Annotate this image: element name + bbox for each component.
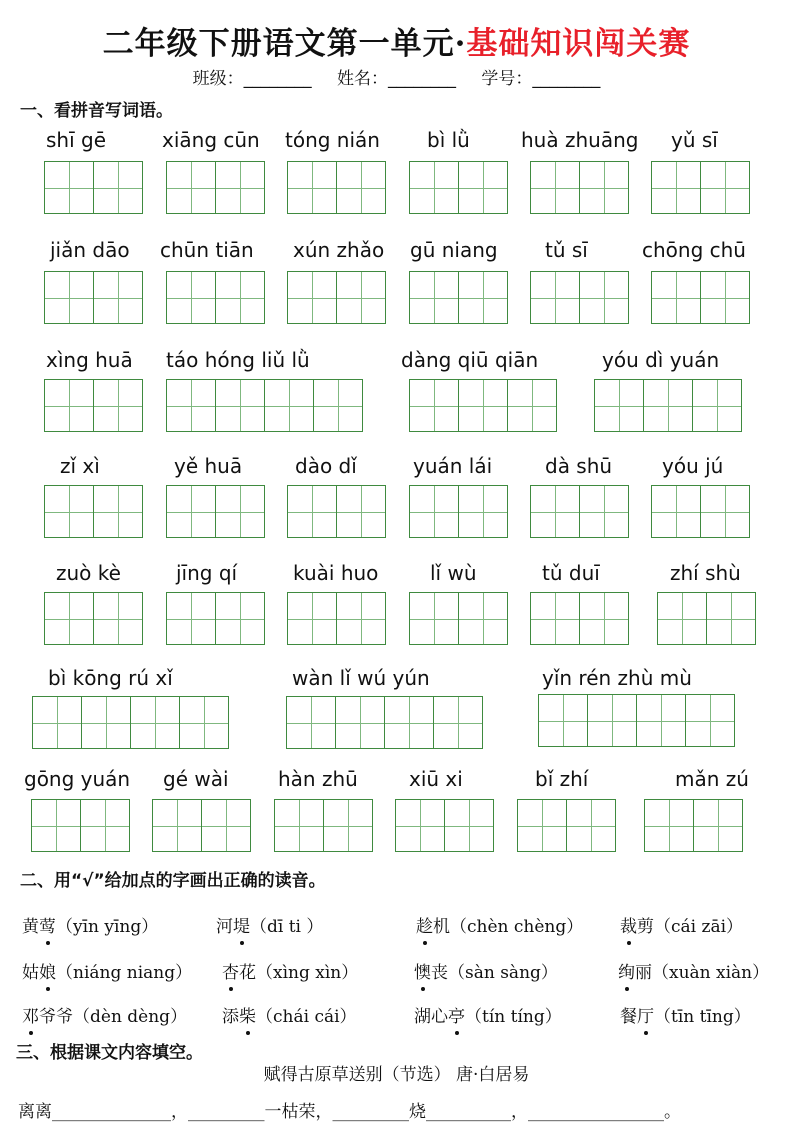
tian-grid-cell[interactable] (166, 485, 216, 538)
pinyin-label: huà zhuāng (521, 128, 639, 152)
tian-grid-cell[interactable] (651, 161, 701, 214)
pinyin-label: tǔ duī (542, 561, 600, 585)
pronunciation-item[interactable] (620, 1002, 751, 1027)
dotted-char: 柴 (239, 1002, 256, 1027)
tian-grid-cell[interactable] (80, 799, 130, 852)
pinyin-label: tóng nián (285, 128, 380, 152)
tian-grid-cell[interactable] (579, 161, 629, 214)
tian-grid-cell[interactable] (93, 485, 143, 538)
tian-grid-cell[interactable] (700, 485, 750, 538)
item-text: 爷爷（dèn dèng） (39, 1007, 188, 1027)
pinyin-label: hàn zhū (278, 767, 358, 791)
writing-grid[interactable] (44, 271, 142, 324)
item-text: 丽（xuàn xiàn） (635, 963, 770, 983)
tian-grid-cell[interactable] (433, 696, 483, 749)
tian-grid-cell[interactable] (274, 799, 324, 852)
writing-grid[interactable] (44, 161, 142, 214)
writing-grid[interactable] (409, 161, 507, 214)
student-id-field[interactable]: 学号：________ (481, 69, 601, 89)
pinyin-label: yǐn rén zhù mù (542, 666, 692, 690)
item-text: 添 (222, 1007, 239, 1027)
tian-grid-cell[interactable] (215, 592, 265, 645)
pinyin-label: chōng chū (642, 238, 746, 262)
item-text: （dī ti ） (250, 917, 324, 937)
writing-grid[interactable] (287, 592, 385, 645)
writing-grid[interactable] (530, 161, 628, 214)
pinyin-label: gé wài (163, 767, 229, 791)
tian-grid-cell[interactable] (215, 271, 265, 324)
dotted-char: 厅 (637, 1002, 654, 1027)
tian-grid-cell[interactable] (166, 592, 216, 645)
pinyin-label: chūn tiān (160, 238, 254, 262)
item-text: 丧（sàn sàng） (431, 963, 558, 983)
tian-grid-cell[interactable] (264, 379, 314, 432)
tian-grid-cell[interactable] (166, 161, 216, 214)
writing-grid[interactable] (409, 485, 507, 538)
pinyin-label: jiǎn dāo (50, 238, 130, 262)
pinyin-label: gū niang (410, 238, 498, 262)
tian-grid-cell[interactable] (335, 696, 385, 749)
pinyin-label: dà shū (545, 454, 613, 478)
pronunciation-item[interactable] (416, 912, 583, 937)
item-text: （chái cái） (256, 1007, 357, 1027)
tian-grid-cell[interactable] (409, 271, 459, 324)
tian-grid-cell[interactable] (166, 271, 216, 324)
tian-grid-cell[interactable] (93, 379, 143, 432)
pronunciation-item[interactable] (222, 1002, 357, 1027)
dotted-char: 懊 (414, 958, 431, 983)
tian-grid-cell[interactable] (538, 694, 588, 747)
item-text: （yīn yīng） (56, 917, 159, 937)
writing-grid[interactable] (166, 485, 264, 538)
tian-grid-cell[interactable] (81, 696, 131, 749)
pinyin-label: lǐ wù (430, 561, 477, 585)
item-text: 黄 (22, 917, 39, 937)
tian-grid-cell[interactable] (700, 161, 750, 214)
tian-grid-cell[interactable] (579, 271, 629, 324)
tian-grid-cell[interactable] (651, 271, 701, 324)
tian-grid-cell[interactable] (700, 271, 750, 324)
tian-grid-cell[interactable] (336, 271, 386, 324)
pinyin-label: dàng qiū qiān (401, 348, 539, 372)
tian-grid-cell[interactable] (32, 696, 82, 749)
pinyin-label: mǎn zú (675, 767, 749, 791)
pronunciation-item[interactable] (22, 958, 192, 983)
tian-grid-cell[interactable] (130, 696, 180, 749)
pronunciation-item[interactable] (22, 1002, 187, 1027)
writing-grid[interactable] (44, 592, 142, 645)
tian-grid-cell[interactable] (579, 485, 629, 538)
section-3-heading: 三、根据课文内容填空。 (16, 1043, 203, 1063)
tian-grid-cell[interactable] (530, 271, 580, 324)
pronunciation-item[interactable] (620, 912, 743, 937)
title-main: 二年级下册语文第一单元· (102, 26, 467, 62)
pronunciation-item[interactable] (222, 958, 358, 983)
pinyin-label: kuài huo (293, 561, 379, 585)
section-1-heading: 一、看拼音写词语。 (20, 101, 173, 121)
section-2-heading: 二、用“√”给加点的字画出正确的读音。 (20, 871, 326, 891)
writing-grid[interactable] (530, 271, 628, 324)
title-highlight: 基础知识闯关赛 (466, 26, 691, 62)
writing-grid[interactable] (166, 271, 264, 324)
writing-grid[interactable] (651, 271, 749, 324)
tian-grid-cell[interactable] (287, 485, 337, 538)
tian-grid-cell[interactable] (323, 799, 373, 852)
tian-grid-cell[interactable] (201, 799, 251, 852)
pinyin-label: xìng huā (46, 348, 133, 372)
writing-grid[interactable] (287, 161, 385, 214)
dotted-char: 趁 (416, 912, 433, 937)
item-text: （tín tíng） (465, 1007, 562, 1027)
tian-grid-cell[interactable] (215, 379, 265, 432)
tian-grid-cell[interactable] (644, 799, 694, 852)
tian-grid-cell[interactable] (287, 592, 337, 645)
tian-grid-cell[interactable] (313, 379, 363, 432)
pronunciation-item[interactable] (618, 958, 769, 983)
writing-grid[interactable] (644, 799, 742, 852)
pinyin-label: xiāng cūn (162, 128, 260, 152)
writing-grid[interactable] (44, 379, 142, 432)
dotted-char: 堤 (233, 912, 250, 937)
writing-grid[interactable] (31, 799, 129, 852)
writing-grid[interactable] (166, 592, 264, 645)
tian-grid-cell[interactable] (179, 696, 229, 749)
tian-grid-cell[interactable] (409, 161, 459, 214)
writing-grid[interactable] (530, 592, 628, 645)
tian-grid-cell[interactable] (651, 485, 701, 538)
tian-grid-cell[interactable] (530, 485, 580, 538)
tian-grid-cell[interactable] (685, 694, 735, 747)
tian-grid-cell[interactable] (517, 799, 567, 852)
writing-grid[interactable] (152, 799, 250, 852)
tian-grid-cell[interactable] (44, 271, 94, 324)
tian-grid-cell[interactable] (336, 485, 386, 538)
writing-grid[interactable] (409, 592, 507, 645)
tian-grid-cell[interactable] (93, 592, 143, 645)
page-title (0, 18, 793, 63)
tian-grid-cell[interactable] (458, 592, 508, 645)
tian-grid-cell[interactable] (594, 379, 644, 432)
tian-grid-cell[interactable] (458, 379, 508, 432)
pinyin-label: yóu jú (662, 454, 724, 478)
tian-grid-cell[interactable] (44, 379, 94, 432)
tian-grid-cell[interactable] (692, 379, 742, 432)
writing-grid[interactable] (44, 485, 142, 538)
tian-grid-cell[interactable] (215, 485, 265, 538)
writing-grid[interactable] (409, 379, 556, 432)
tian-grid-cell[interactable] (657, 592, 707, 645)
writing-grid[interactable] (651, 485, 749, 538)
writing-grid[interactable] (657, 592, 755, 645)
pinyin-label: bì lǜ (427, 128, 470, 152)
tian-grid-cell[interactable] (31, 799, 81, 852)
poem-title: 赋得古原草送别（节选） 唐·白居易 (263, 1065, 530, 1085)
item-text: 姑 (22, 963, 39, 983)
pinyin-label: yóu dì yuán (602, 348, 720, 372)
tian-grid-cell[interactable] (587, 694, 637, 747)
tian-grid-cell[interactable] (336, 592, 386, 645)
writing-grid[interactable] (32, 696, 228, 749)
tian-grid-cell[interactable] (636, 694, 686, 747)
tian-grid-cell[interactable] (458, 485, 508, 538)
dotted-char: 绚 (618, 958, 635, 983)
pinyin-label: bì kōng rú xǐ (48, 666, 173, 690)
pinyin-label: xún zhǎo (293, 238, 385, 262)
tian-grid-cell[interactable] (384, 696, 434, 749)
pinyin-label: dào dǐ (295, 454, 357, 478)
tian-grid-cell[interactable] (458, 161, 508, 214)
tian-grid-cell[interactable] (409, 592, 459, 645)
item-text: （tīn tīng） (654, 1007, 751, 1027)
item-text: 花（xìng xìn） (239, 963, 359, 983)
name-field[interactable]: 姓名：________ (337, 69, 456, 89)
tian-grid-cell[interactable] (507, 379, 557, 432)
tian-grid-cell[interactable] (409, 485, 459, 538)
writing-grid[interactable] (651, 161, 749, 214)
dotted-char: 莺 (39, 912, 56, 937)
pinyin-label: yě huā (174, 454, 243, 478)
tian-grid-cell[interactable] (530, 592, 580, 645)
tian-grid-cell[interactable] (566, 799, 616, 852)
pinyin-label: táo hóng liǔ lǜ (166, 348, 310, 372)
tian-grid-cell[interactable] (287, 271, 337, 324)
dotted-char: 亭 (448, 1002, 465, 1027)
student-info (0, 64, 793, 89)
pinyin-label: jīng qí (176, 561, 238, 585)
tian-grid-cell[interactable] (152, 799, 202, 852)
tian-grid-cell[interactable] (409, 379, 459, 432)
class-field[interactable]: 班级：________ (192, 69, 312, 89)
pinyin-label: yǔ sī (671, 128, 718, 152)
tian-grid-cell[interactable] (44, 485, 94, 538)
tian-grid-cell[interactable] (530, 161, 580, 214)
tian-grid-cell[interactable] (643, 379, 693, 432)
pronunciation-item[interactable] (216, 912, 323, 937)
pinyin-label: zhí shù (670, 561, 741, 585)
tian-grid-cell[interactable] (287, 161, 337, 214)
pinyin-label: yuán lái (413, 454, 493, 478)
writing-grid[interactable] (538, 694, 734, 747)
pinyin-label: bǐ zhí (535, 767, 589, 791)
writing-grid[interactable] (287, 271, 385, 324)
writing-grid[interactable] (594, 379, 741, 432)
tian-grid-cell[interactable] (444, 799, 494, 852)
item-text: 机（chèn chèng） (433, 917, 584, 937)
writing-grid[interactable] (395, 799, 493, 852)
pinyin-label: wàn lǐ wú yún (292, 666, 430, 690)
pronunciation-item[interactable] (22, 912, 158, 937)
pinyin-label: gōng yuán (24, 767, 131, 791)
writing-grid[interactable] (166, 379, 362, 432)
dotted-char: 杏 (222, 958, 239, 983)
tian-grid-cell[interactable] (215, 161, 265, 214)
tian-grid-cell[interactable] (44, 161, 94, 214)
tian-grid-cell[interactable] (395, 799, 445, 852)
item-text: 河 (216, 917, 233, 937)
writing-grid[interactable] (286, 696, 482, 749)
writing-grid[interactable] (409, 271, 507, 324)
tian-grid-cell[interactable] (166, 379, 216, 432)
tian-grid-cell[interactable] (44, 592, 94, 645)
writing-grid[interactable] (517, 799, 615, 852)
writing-grid[interactable] (274, 799, 372, 852)
dotted-char: 邓 (22, 1002, 39, 1027)
pronunciation-item[interactable] (414, 958, 558, 983)
pinyin-label: tǔ sī (545, 238, 588, 262)
tian-grid-cell[interactable] (579, 592, 629, 645)
writing-grid[interactable] (530, 485, 628, 538)
writing-grid[interactable] (287, 485, 385, 538)
pinyin-label: xiū xi (409, 767, 463, 791)
item-text: 剪（cái zāi） (637, 917, 744, 937)
fill-in-blank-line[interactable]: 离离______________，_________一枯荣，_________烧__________，________________。 (18, 1102, 681, 1122)
tian-grid-cell[interactable] (706, 592, 756, 645)
tian-grid-cell[interactable] (336, 161, 386, 214)
tian-grid-cell[interactable] (93, 161, 143, 214)
pinyin-label: zǐ xì (60, 454, 100, 478)
pronunciation-item[interactable] (414, 1002, 562, 1027)
item-text: 餐 (620, 1007, 637, 1027)
dotted-char: 娘 (39, 958, 56, 983)
writing-grid[interactable] (166, 161, 264, 214)
dotted-char: 裁 (620, 912, 637, 937)
item-text: （niáng niang） (56, 963, 193, 983)
pinyin-label: shī gē (46, 128, 107, 152)
tian-grid-cell[interactable] (693, 799, 743, 852)
tian-grid-cell[interactable] (458, 271, 508, 324)
item-text: 湖心 (414, 1007, 448, 1027)
pinyin-label: zuò kè (56, 561, 121, 585)
tian-grid-cell[interactable] (93, 271, 143, 324)
tian-grid-cell[interactable] (286, 696, 336, 749)
